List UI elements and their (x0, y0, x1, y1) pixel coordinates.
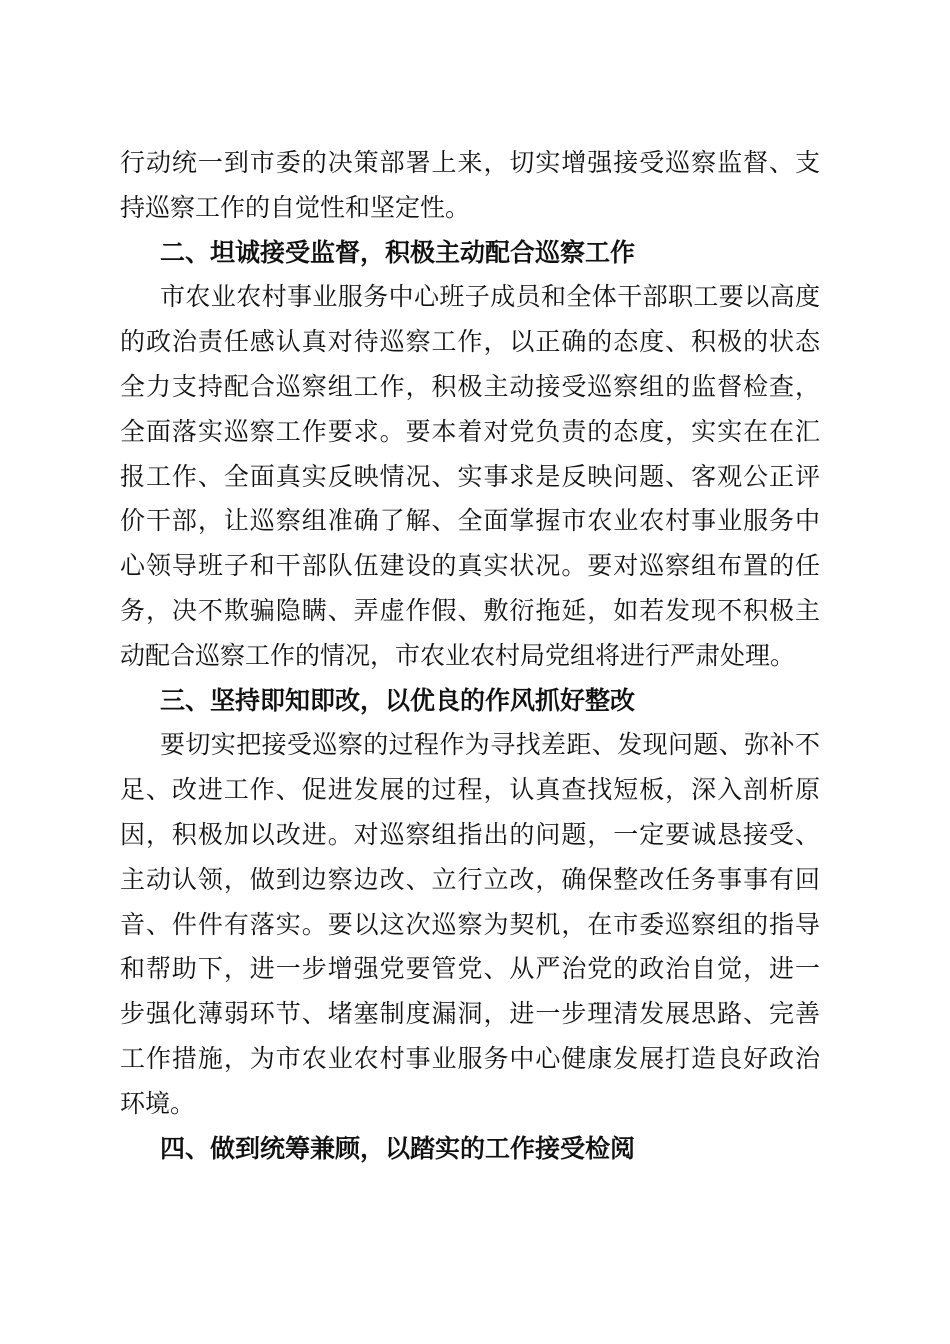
section-heading: 三、坚持即知即改，以优良的作风抓好整改 (160, 685, 636, 715)
text-line: 主动认领，做到边察边改、立行立改，确保整改任务事事有回 (120, 864, 820, 894)
text-line: 心领导班子和干部队伍建设的真实状况。要对巡察组布置的任 (120, 551, 820, 581)
text-line: 行动统一到市委的决策部署上来，切实增强接受巡察监督、支 (120, 148, 820, 177)
section-heading: 二、坦诚接受监督，积极主动配合巡察工作 (160, 237, 636, 267)
document-page (120, 141, 820, 1171)
text-line: 因，积极加以改进。对巡察组指出的问题，一定要诚恳接受、 (120, 819, 820, 849)
text-line: 工作措施，为市农业农村事业服务中心健康发展打造良好政治 (120, 1043, 820, 1073)
text-line: 务，决不欺骗隐瞒、弄虚作假、敷衍拖延，如若发现不积极主 (120, 595, 820, 625)
text-line: 动配合巡察工作的情况，市农业农村局党组将进行严肃处理。 (120, 640, 796, 670)
paragraph (120, 723, 820, 1126)
text-line: 和帮助下，进一步增强党要管党、从严治党的政治自觉，进一 (120, 954, 820, 984)
text-line: 全面落实巡察工作要求。要本着对党负责的态度，实实在在汇 (120, 416, 820, 446)
text-line: 市农业农村事业服务中心班子成员和全体干部职工要以高度 (160, 282, 820, 312)
text-line: 报工作、全面真实反映情况、实事求是反映问题、客观公正评 (120, 461, 820, 491)
text-line: 全力支持配合巡察组工作，积极主动接受巡察组的监督检查， (120, 371, 820, 401)
text-line: 音、件件有落实。要以这次巡察为契机，在市委巡察组的指导 (120, 909, 820, 939)
text-line: 步强化薄弱环节、堵塞制度漏洞，进一步理清发展思路、完善 (120, 999, 820, 1029)
paragraph (120, 275, 820, 678)
text-line: 的政治责任感认真对待巡察工作，以正确的态度、积极的状态 (120, 327, 820, 357)
text-line: 足、改进工作、促进发展的过程，认真查找短板，深入剖析原 (120, 775, 820, 805)
text-line: 要切实把接受巡察的过程作为寻找差距、发现问题、弥补不 (160, 730, 820, 760)
text-line: 持巡察工作的自觉性和坚定性。 (120, 192, 471, 222)
text-line: 环境。 (120, 1088, 196, 1118)
paragraph (120, 141, 820, 231)
text-line: 价干部，让巡察组准确了解、全面掌握市农业农村事业服务中 (120, 506, 820, 536)
section-heading: 四、做到统筹兼顾，以踏实的工作接受检阅 (160, 1133, 636, 1163)
